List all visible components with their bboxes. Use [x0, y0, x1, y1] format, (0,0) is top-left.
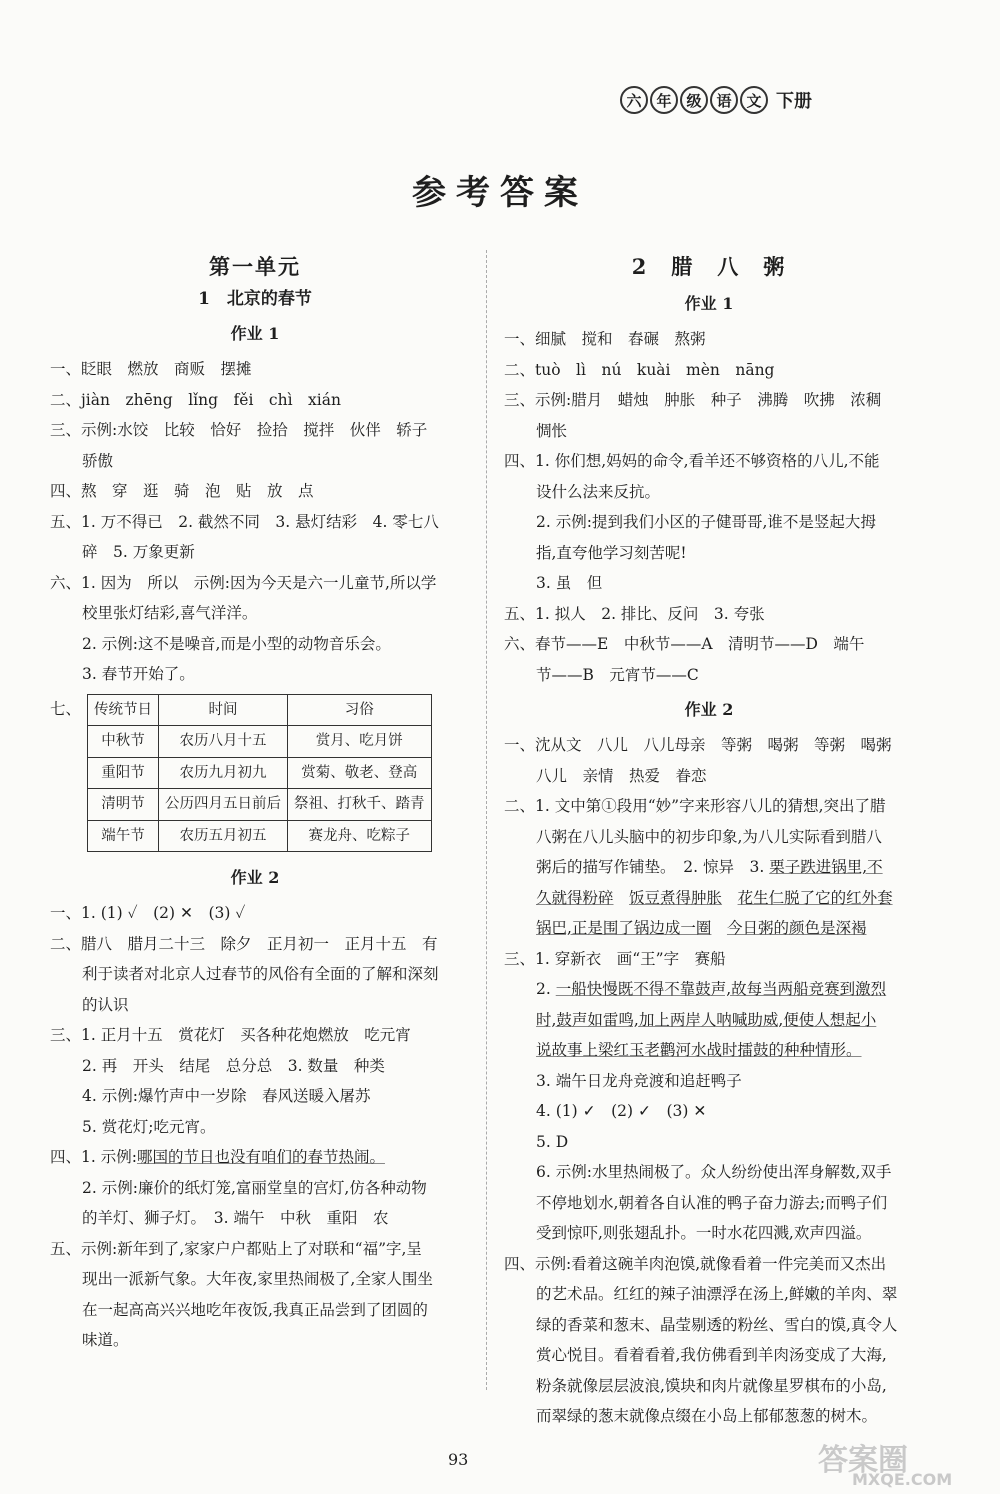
table-row: [88, 726, 432, 758]
answer-line: 3. 端午日龙舟竞渡和追赶鸭子: [536, 1071, 742, 1090]
answer-line: 八粥在八儿头脑中的初步印象,为八儿实际看到腊八: [536, 827, 882, 846]
answer-text: 粥后的描写作铺垫。 2. 惊异 3.: [536, 858, 770, 876]
answer-line: 而翠绿的葱末就像点缀在小岛上郁郁葱葱的树木。: [536, 1407, 878, 1425]
answer-line: 三、示例:腊月 蜡烛 肿胀 种子 沸腾 吹拂 浓稠: [504, 391, 882, 409]
table-cell: 公历四月五日前后: [159, 789, 288, 821]
column-header: 传统节日: [88, 694, 159, 726]
answer-line: 的认识: [82, 995, 129, 1014]
badge-char: 级: [680, 86, 708, 114]
table-cell: 赏菊、敬老、登高: [288, 757, 432, 789]
answer-line: 3. 虽 但: [536, 574, 603, 592]
table-cell: 赏月、吃月饼: [288, 726, 432, 758]
answer-line: 校里张灯结彩,喜气洋洋。: [82, 604, 258, 622]
table-row: [88, 820, 432, 852]
answer-line: 6. 示例:水里热闹极了。众人纷纷使出浑身解数,双手: [536, 1163, 892, 1181]
answer-line: 三、1. 正月十五 赏花灯 买各种花炮燃放 吃元宵: [50, 1026, 411, 1044]
answer-line: 利于读者对北京人过春节的风俗有全面的了解和深刻: [82, 965, 439, 983]
badge-volume: 下册: [776, 91, 812, 112]
answer-line: 味道。: [82, 1331, 129, 1349]
underlined-answer: 一船快慢既不得不靠鼓声,故每当两船竞赛到激烈: [555, 980, 887, 998]
badge-char: 语: [710, 86, 738, 114]
answer-line: 二、jiàn zhēng lǐng fěi chì xián: [50, 390, 341, 409]
answer-line: 的艺术品。红红的辣子油漂浮在汤上,鲜嫩的羊肉、翠: [536, 1285, 898, 1303]
table-cell: 中秋节: [88, 726, 159, 758]
answer-line: 五、1. 拟人 2. 排比、反问 3. 夸张: [504, 604, 765, 623]
answer-line: 一、细腻 搅和 舂碾 熬粥: [504, 330, 706, 348]
answer-line: 赏心悦目。看着看着,我仿佛看到羊肉汤变成了大海,: [536, 1346, 887, 1364]
answer-line: 碎 5. 万象更新: [82, 543, 195, 561]
underlined-answer: 久就得粉碎: [536, 888, 614, 907]
badge-char: 文: [740, 86, 768, 114]
answer-line: 不停地划水,朝着各自认准的鸭子奋力游去;而鸭子们: [536, 1193, 888, 1212]
homework-heading: 作业 2: [230, 868, 280, 887]
answer-line: 四、示例:看着这碗羊肉泡馍,就像看着一件完美而又杰出: [504, 1254, 887, 1273]
answer-line: 五、示例:新年到了,家家户户都贴上了对联和“福”字,呈: [50, 1239, 422, 1258]
underlined-answer: 锅巴,正是围了锅边成一圈: [536, 919, 712, 937]
answer-line: [504, 974, 914, 1005]
badge-char: 年: [650, 86, 678, 114]
underlined-answer: 说故事上梁红玉老鹳河水战时擂鼓的种种情形。: [536, 1041, 862, 1059]
answer-line: 受到惊吓,则张翅乱扑。一时水花四溅,欢声四溢。: [536, 1224, 872, 1242]
table-row: [88, 789, 432, 821]
table-cell: 农历八月十五: [159, 726, 288, 758]
answer-line: 4. (1) ✓ (2) ✓ (3) ✕: [536, 1102, 707, 1120]
answer-line: 现出一派新气象。大年夜,家里热闹极了,全家人围坐: [82, 1270, 433, 1288]
answer-line: 二、1. 文中第①段用“妙”字来形容八儿的猜想,突出了腊: [504, 797, 886, 815]
answer-line: 一、沈从文 八儿 八儿母亲 等粥 喝粥 等粥 喝粥: [504, 736, 892, 754]
answer-line: 五、1. 万不得已 2. 截然不同 3. 悬灯结彩 4. 零七八: [50, 512, 439, 531]
homework-heading: 作业 2: [684, 700, 734, 719]
underlined-answer: 栗子跌进锅里,不: [769, 858, 883, 876]
answer-line: 5. D: [536, 1132, 569, 1151]
answer-line: 节——B 元宵节——C: [536, 665, 699, 684]
left-column: [50, 250, 460, 1356]
answer-line: 二、腊八 腊月二十三 除夕 正月初一 正月十五 有: [50, 934, 438, 953]
underlined-answer: 今日粥的颜色是深褐: [726, 919, 867, 937]
answer-line: 三、示例:水饺 比较 恰好 捡拾 搅拌 伙伴 轿子: [50, 421, 428, 439]
table-header-row: [88, 694, 432, 726]
answer-line: 粉条就像层层波浪,馍块和肉片就像星罗棋布的小岛,: [536, 1376, 887, 1395]
answer-line: 2. 示例:这不是噪音,而是小型的动物音乐会。: [82, 634, 391, 653]
answer-line: [504, 913, 914, 944]
answer-line: [504, 883, 914, 914]
page-title: 参考答案: [412, 173, 588, 213]
answer-line: 骄傲: [82, 451, 114, 470]
right-column: [504, 250, 914, 1432]
table-row: [88, 757, 432, 789]
column-divider: [486, 250, 487, 1390]
answer-label: 七、: [50, 699, 82, 718]
answer-line: 三、1. 穿新衣 画“王”字 赛船: [504, 949, 726, 968]
answer-line: [504, 1005, 914, 1036]
answer-line: 的羊灯、狮子灯。 3. 端午 中秋 重阳 农: [82, 1209, 389, 1227]
table-cell: 赛龙舟、吃粽子: [288, 820, 432, 852]
answer-line: 设什么法来反抗。: [536, 482, 661, 501]
column-header: 习俗: [288, 694, 432, 726]
grade-subject-badge: [620, 86, 812, 114]
homework-heading: 作业 1: [230, 324, 280, 343]
answer-line: 四、1. 你们想,妈妈的命令,看羊还不够资格的八儿,不能: [504, 452, 880, 470]
answer-line: 指,直夸他学习刻苦呢!: [536, 543, 687, 562]
answer-line: 二、tuò lì nú kuài mèn nāng: [504, 360, 775, 379]
table-cell: 祭祖、打秋千、踏青: [288, 789, 432, 821]
answer-line: 2. 示例:提到我们小区的子健哥哥,谁不是竖起大拇: [536, 513, 876, 531]
column-header: 时间: [159, 694, 288, 726]
answer-text: 四、1. 示例:: [50, 1148, 137, 1166]
table-cell: 农历五月初五: [159, 820, 288, 852]
table-cell: 端午节: [88, 820, 159, 852]
underlined-answer: 花生仁脱了它的红外套: [737, 888, 893, 907]
answer-text: 2.: [536, 980, 556, 998]
answer-line: 5. 赏花灯;吃元宵。: [82, 1117, 216, 1136]
lesson-heading: 2 腊 八 粥: [631, 254, 787, 279]
table-cell: 农历九月初九: [159, 757, 288, 789]
answer-line: 2. 示例:廉价的纸灯笼,富丽堂皇的宫灯,仿各种动物: [82, 1178, 427, 1197]
answer-line: 一、1. (1) ✓ (2) ✕ (3) ✓: [50, 904, 246, 922]
answer-line: 八儿 亲情 热爱 眷恋: [536, 766, 707, 785]
badge-char: 六: [620, 86, 648, 114]
answer-line: 绿的香菜和葱末、晶莹剔透的粉丝、雪白的馍,真令人: [536, 1315, 898, 1334]
table-cell: 重阳节: [88, 757, 159, 789]
answer-line: 2. 再 开头 结尾 总分总 3. 数量 种类: [82, 1056, 385, 1075]
answer-line: [50, 1142, 460, 1173]
underlined-answer: 饭豆煮得肿胀: [629, 888, 723, 907]
answer-line: 四、熬 穿 逛 骑 泡 贴 放 点: [50, 482, 314, 500]
answer-line: 在一起高高兴兴地吃年夜饭,我真正品尝到了团圆的: [82, 1300, 428, 1319]
answer-line: 3. 春节开始了。: [82, 665, 195, 683]
festival-table: [87, 694, 432, 853]
festival-table-block: [50, 694, 460, 853]
watermark-url: MXQE.COM: [852, 1470, 953, 1489]
answer-line: 六、春节——E 中秋节——A 清明节——D 端午: [504, 635, 865, 653]
homework-heading: 作业 1: [684, 294, 734, 313]
page-number: 93: [448, 1450, 469, 1469]
table-cell: 清明节: [88, 789, 159, 821]
answer-line: 4. 示例:爆竹声中一岁除 春风送暖入屠苏: [82, 1087, 371, 1105]
answer-line: 六、1. 因为 所以 示例:因为今天是六一儿童节,所以学: [50, 573, 437, 592]
answer-line: [504, 852, 914, 883]
answer-line: 一、眨眼 燃放 商贩 摆摊: [50, 360, 252, 378]
lesson-heading: 1 北京的春节: [198, 289, 312, 309]
unit-heading: 第一单元: [209, 254, 301, 279]
answer-line: [504, 1035, 914, 1066]
watermark-logo: 答案圈: [818, 1443, 908, 1478]
underlined-answer: 哪国的节日也没有咱们的春节热闹。: [136, 1148, 385, 1166]
underlined-answer: 时,鼓声如雷鸣,加上两岸人呐喊助威,便使人想起小: [536, 1010, 877, 1029]
answer-line: 惆怅: [536, 421, 568, 440]
